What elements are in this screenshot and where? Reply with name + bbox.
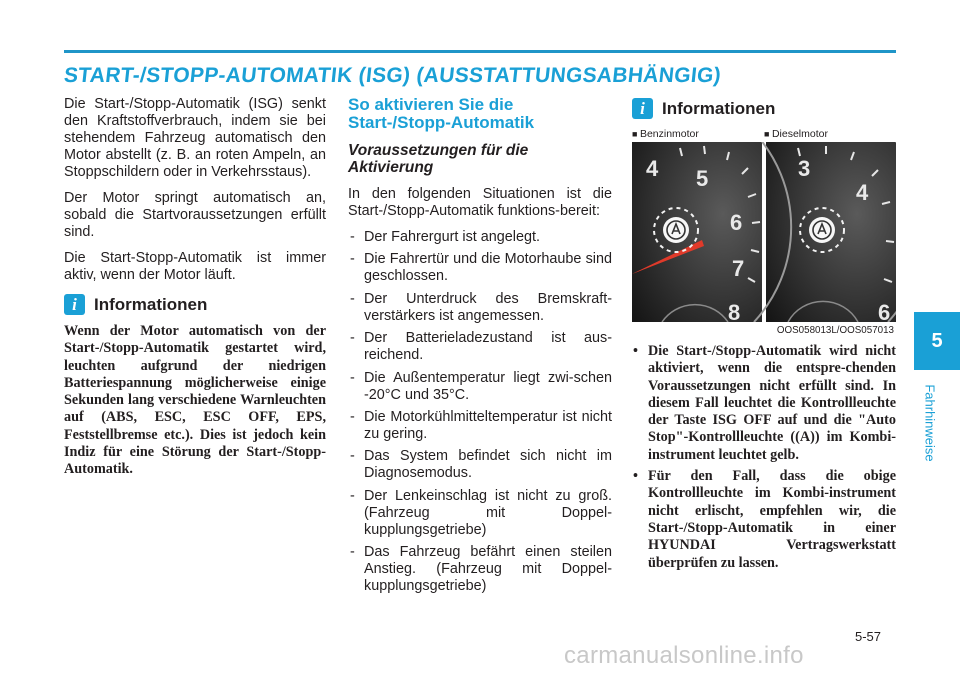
figure-code: OOS058013L/OOS057013 — [776, 325, 894, 336]
watermark: carmanualsonline.info — [564, 642, 804, 669]
list-item: - Die Außentemperatur liegt zwi-schen -20°C und 35°C. — [348, 370, 612, 404]
requirements-list — [348, 229, 612, 595]
info-icon: i — [64, 294, 85, 315]
column-left — [64, 96, 326, 479]
paragraph-intro: Die Start-/Stopp-Automatik (ISG) senkt den Kraftstoffverbrauch, indem sie bei stehendem Fahrzeug automatisch den Motor abstellt (z. B. an roten Ampeln, an Stoppschildern oder in Verkehrsstaus). — [64, 96, 326, 180]
column-right — [632, 96, 896, 576]
requirements-intro: In den folgenden Situationen ist die Start-/Stopp-Automatik funktions-bereit: — [348, 186, 612, 219]
gauge-left-number: 8 — [728, 300, 741, 322]
list-item: - Die Fahrertür und die Motorhaube sind geschlossen. — [348, 251, 612, 285]
top-rule — [64, 50, 896, 53]
chapter-label: Fahrhinweise — [922, 384, 938, 462]
list-item: - Der Unterdruck des Bremskraft-verstärkers ist angemessen. — [348, 291, 612, 325]
instrument-cluster-figure — [632, 127, 896, 337]
chapter-tab: 5 — [914, 312, 960, 370]
paragraph-restart: Der Motor springt automatisch an, sobald die Startvoraussetzungen erfüllt sind. — [64, 190, 326, 240]
gauge-right-number: 3 — [798, 156, 811, 181]
list-item: • Für den Fall, dass die obige Kontrollleuchte im Kombi-instrument nicht erlischt, empfehlen wir, die Start-/Stopp-Automatik in einer HYUNDAI Vertragswerkstatt überprüfen zu lassen. — [632, 468, 896, 572]
gauge-left-number: 7 — [732, 256, 745, 281]
info-text: Wenn der Motor automatisch von der Start-/Stopp-Automatik gestartet wird, leuchten aufgrund der niedrigen Batteriespannung möglicherweise einige Sekunden lang verschiedene Warnleuchten auf (ABS, ESC, ESC OFF, EPS, Feststellbremse etc.). Dies ist jedoch kein Indiz für eine Störung der Start-/Stopp-Automatik. — [64, 323, 326, 478]
requirements-subheading: Voraussetzungen für die Aktivierung — [348, 142, 529, 176]
column-middle — [348, 96, 612, 601]
list-item: - Der Fahrergurt ist angelegt. — [348, 229, 612, 246]
notes-list — [632, 343, 896, 572]
paragraph-active: Die Start-Stopp-Automatik ist immer aktiv, wenn der Motor läuft. — [64, 250, 326, 283]
list-item: - Das Fahrzeug befährt einen steilen Anstieg. (Fahrzeug mit Doppel-kupplungsgetriebe) — [348, 544, 612, 595]
figure-labels — [632, 127, 896, 141]
info-header-right — [632, 98, 896, 119]
list-item: - Das System befindet sich nicht im Diagnosemodus. — [348, 448, 612, 482]
list-item: - Die Motorkühlmitteltemperatur ist nicht zu gering. — [348, 409, 612, 443]
list-item: • Die Start-/Stopp-Automatik wird nicht aktiviert, wenn die entspre-chenden Voraussetzungen nicht erfüllt sind. In diesem Fall leuchtet die Kontrollleuchte der Taste ISG OFF auf und die "Auto Stop"-Kontrollleuchte ((A)) im Kombi-instrument leuchtet gelb. — [632, 343, 896, 464]
gauge-right-number: 6 — [878, 300, 891, 322]
gauge-right-number: 4 — [856, 180, 869, 205]
info-header — [64, 294, 326, 315]
gauge-left-number: 6 — [730, 210, 743, 235]
info-title-right: Informationen — [662, 98, 776, 118]
section-title: START-/STOPP-AUTOMATIK (ISG) (AUSSTATTUNGSABHÄNGIG) — [62, 64, 723, 87]
info-icon: i — [632, 98, 653, 119]
label-petrol: ■ Benzinmotor — [632, 127, 764, 141]
gauge-left-number: 4 — [646, 156, 659, 181]
list-item: - Der Batterieladezustand ist aus-reichend. — [348, 330, 612, 364]
list-item: - Der Lenkeinschlag ist nicht zu groß. (Fahrzeug mit Doppel-kupplungsgetriebe) — [348, 488, 612, 539]
label-diesel: ■ Dieselmotor — [764, 127, 896, 141]
page-number: 5-57 — [855, 629, 882, 644]
activation-heading: So aktivieren Sie die Start-/Stopp-Automatik — [348, 95, 535, 132]
gauge-left-number: 5 — [696, 166, 709, 191]
info-title: Informationen — [94, 294, 208, 314]
gauge-panels — [632, 142, 896, 322]
